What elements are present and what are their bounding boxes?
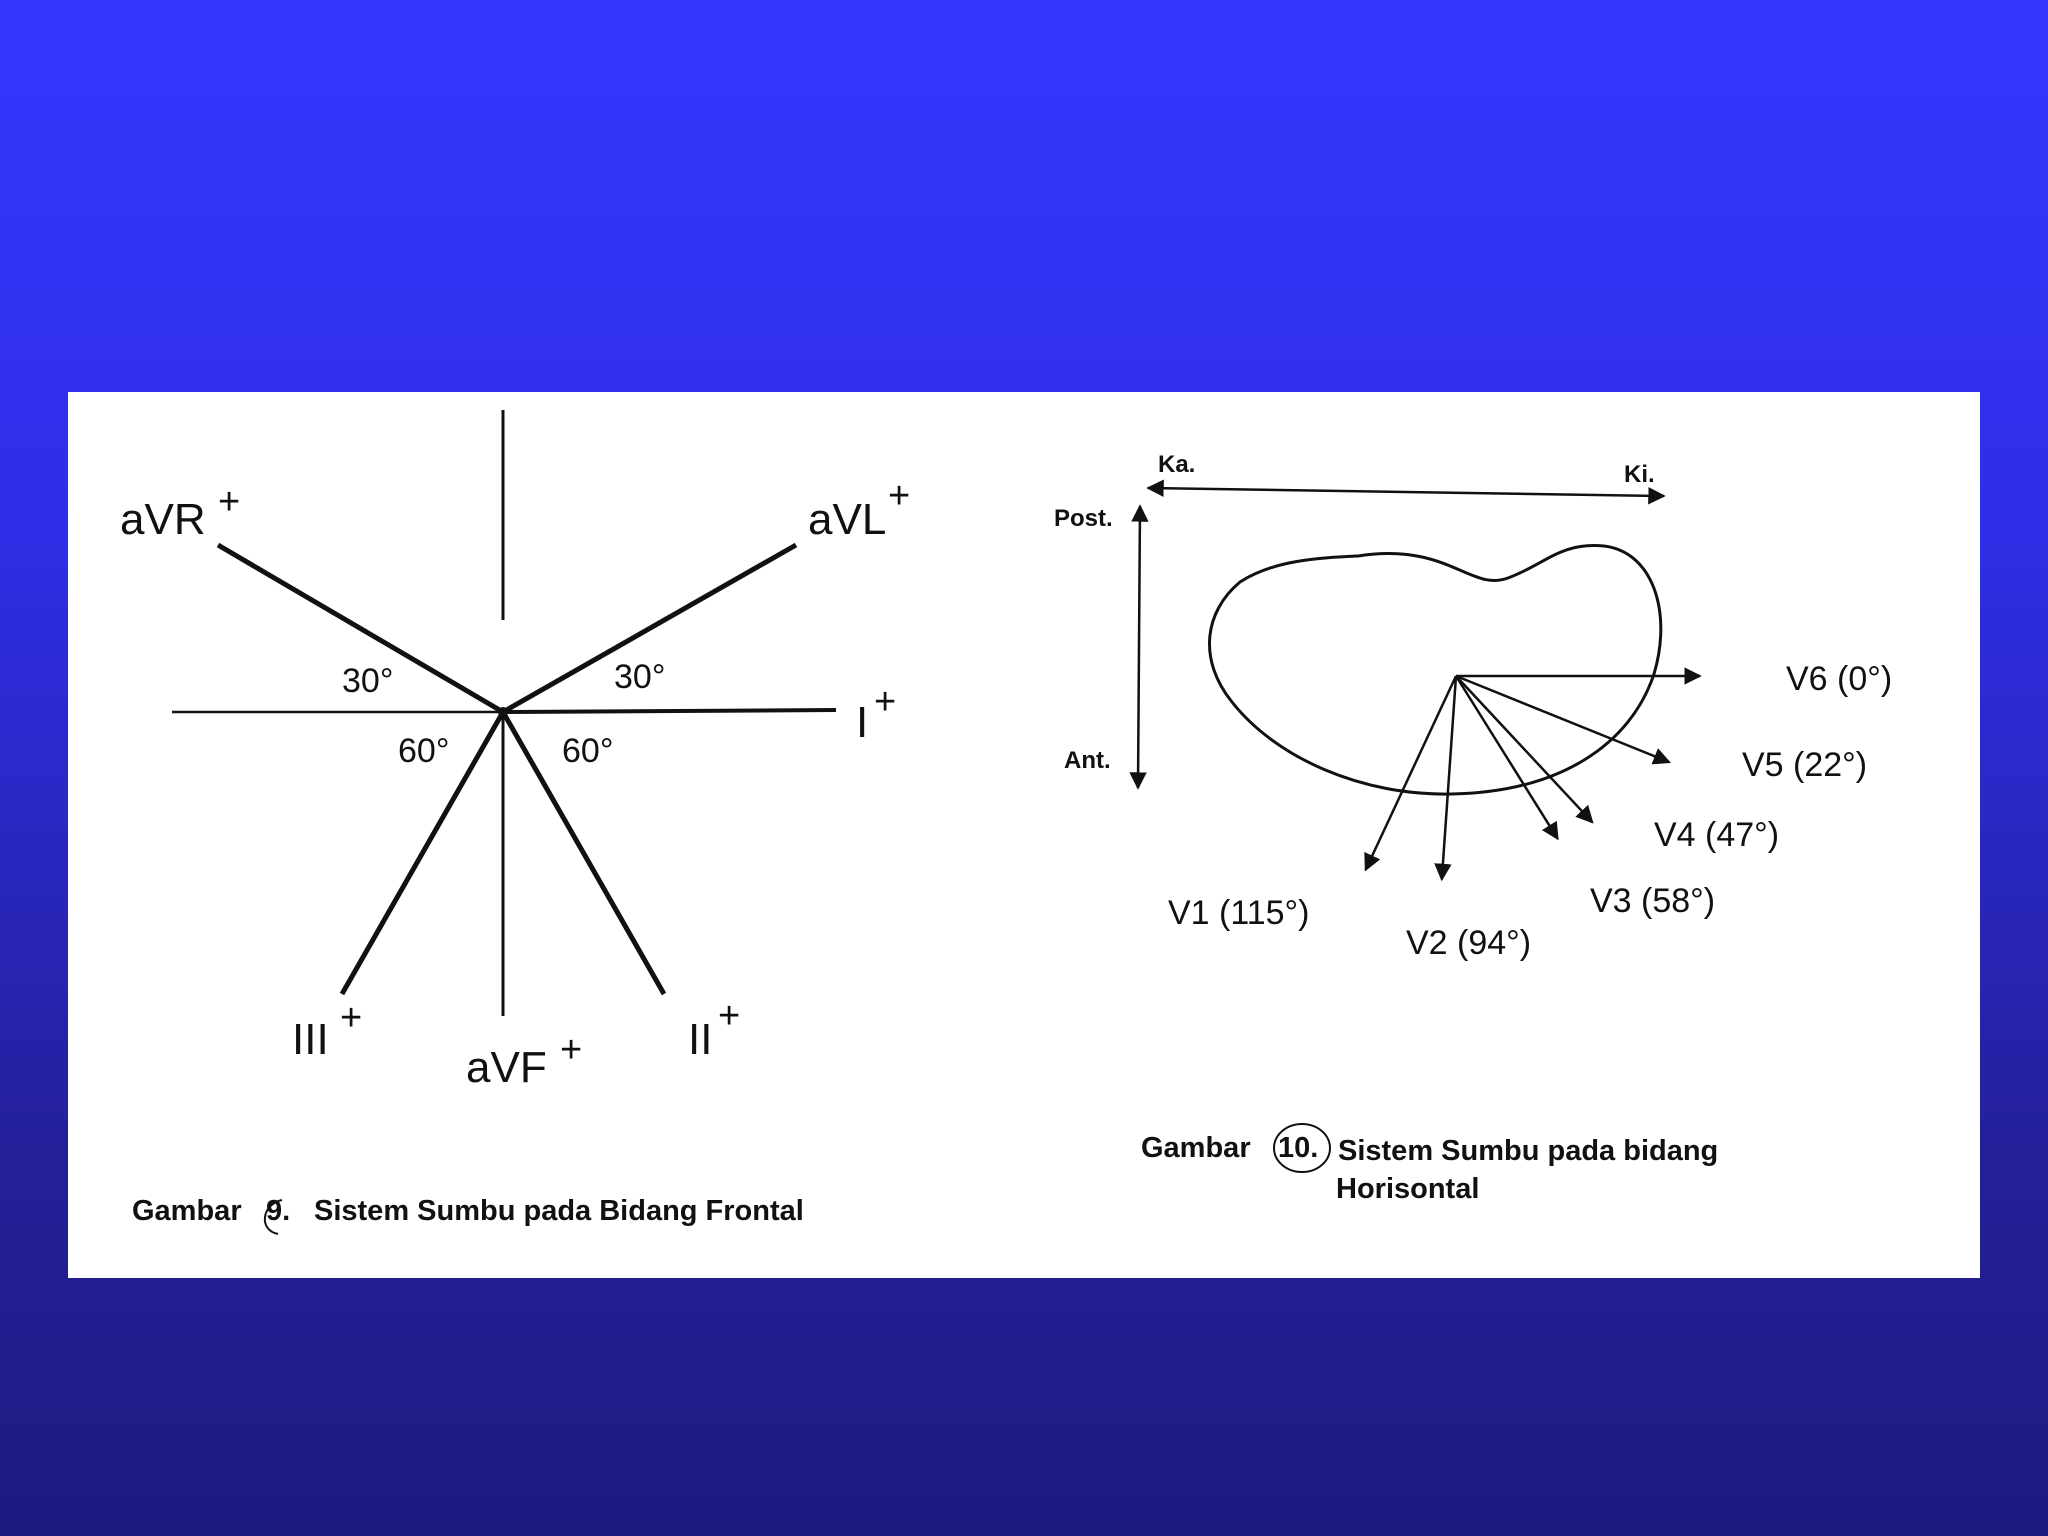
left-right-axis-arrow <box>1148 488 1664 496</box>
lead-i-label: I <box>856 698 869 747</box>
caption-10-number: 10. <box>1278 1132 1319 1164</box>
lead-vector-label-3: V3 (58°) <box>1590 882 1716 920</box>
lead-vector-5 <box>1456 676 1669 762</box>
angle-upper-left: 30° <box>342 662 394 700</box>
axis-label-post: Post. <box>1054 505 1113 532</box>
lead-avf-label: aVF <box>466 1043 547 1092</box>
figure-10-horizontal <box>1054 451 1892 1205</box>
post-ant-axis-arrow <box>1138 506 1140 788</box>
lead-vector-1 <box>1366 676 1456 870</box>
lead-ii-plus: + <box>718 995 741 1037</box>
diagram-canvas <box>68 392 1980 1278</box>
caption-9-text: Sistem Sumbu pada Bidang Frontal <box>314 1195 804 1227</box>
lead-ii-label: II <box>688 1015 713 1064</box>
lead-vector-label-2: V2 (94°) <box>1406 924 1532 962</box>
lead-avl-plus: + <box>888 475 911 517</box>
lead-i-plus: + <box>874 681 897 723</box>
center-point <box>498 707 508 717</box>
lead-vector-2 <box>1442 676 1456 880</box>
angle-lower-left: 60° <box>398 732 450 770</box>
lead-vector-label-1: V1 (115°) <box>1168 894 1310 932</box>
figure-9-caption <box>132 1195 804 1234</box>
lead-vector-3 <box>1456 676 1558 839</box>
lead-avl-label: aVL <box>808 495 887 544</box>
caption-10-line1: Sistem Sumbu pada bidang <box>1338 1135 1719 1167</box>
figure-10-caption <box>1141 1124 1718 1205</box>
lead-avr-label: aVR <box>120 495 206 544</box>
lead-iii-plus: + <box>340 997 363 1039</box>
caption-10-prefix: Gambar <box>1141 1132 1251 1164</box>
figure-9-frontal <box>120 410 910 1234</box>
caption-10-line2: Horisontal <box>1336 1173 1480 1205</box>
heart-outline <box>1209 546 1660 795</box>
precordial-vectors <box>1366 676 1700 880</box>
lead-vector-label-6: V6 (0°) <box>1786 660 1893 698</box>
figure-panel <box>68 392 1980 1278</box>
axis-label-ka: Ka. <box>1158 451 1196 478</box>
axis-label-ant: Ant. <box>1064 747 1111 774</box>
caption-9-prefix: Gambar <box>132 1195 242 1227</box>
axis-label-ki: Ki. <box>1624 461 1655 488</box>
angle-upper-right: 30° <box>614 658 666 696</box>
lead-vector-4 <box>1456 676 1592 822</box>
lead-vector-label-5: V5 (22°) <box>1742 746 1868 784</box>
lead-avf-plus: + <box>560 1029 583 1071</box>
angle-lower-right: 60° <box>562 732 614 770</box>
lead-avr-plus: + <box>218 481 241 523</box>
lead-vector-label-4: V4 (47°) <box>1654 816 1780 854</box>
caption-9-number: 9. <box>266 1195 291 1227</box>
lead-i-line <box>503 710 836 712</box>
lead-iii-label: III <box>292 1015 329 1064</box>
